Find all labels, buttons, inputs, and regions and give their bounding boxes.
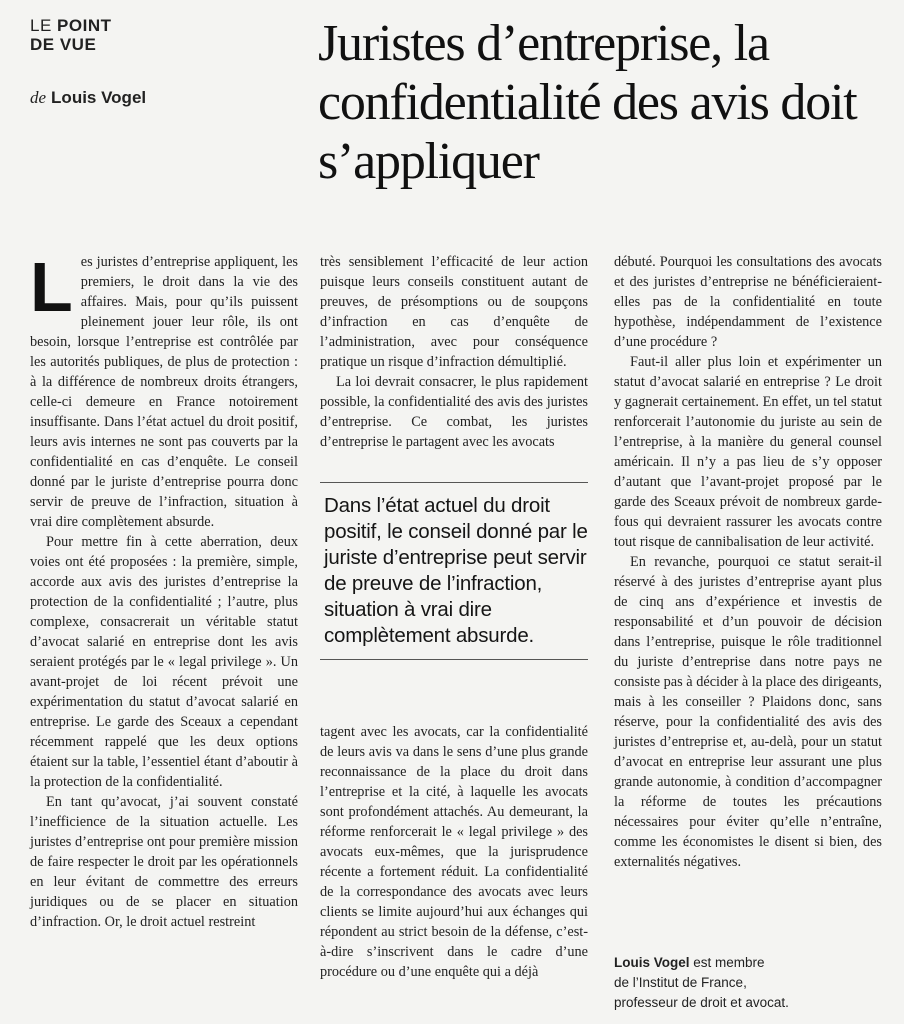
paragraph: En revanche, pourquoi ce statut serait-il réservé à des juristes d’entreprise ayant plus de cinq ans d’expérience et investis de responsabilité et d’un pouvoir de décision dans l’entreprise, puisque le rôle traditionnel du juriste d’entreprise dans notre pays ne consiste pas à décider à la place des dirigeants, mais à les conseiller ? Plaidons donc, sans réserve, pour la confidentialité des avis des juristes d’entreprise et, au-delà, pour un statut d’avocat en entreprise leur assurant une plus grande autonomie, à condition d’accompagner la réforme de toutes les précautions nécessaires pour éviter qu’elle n’entraîne, comme les économistes le disent si bien, des externalités négatives. <box>614 554 882 870</box>
article-column-3 <box>614 252 882 872</box>
bio-line1: est membre <box>689 955 765 970</box>
article-column-1 <box>30 248 298 932</box>
paragraph: Pour mettre fin à cette aberration, deux voies ont été proposées : la première, simple, accorde aux avis des juristes d’entreprise la protection de la confidentialité ; l’autre, plus complexe, consacrerait un véritable statut d’avocat salarié en entreprise dont les avis seraient protégés par le « legal privilege ». Un avant-projet de loi récent prévoit une expérimentation du statut d’avocat salarié en entreprise. Le garde des Sceaux a cependant récemment rappelé que les deux options étaient sur la table, l’essentiel étant d’aboutir à la protection de la confidentialité. <box>30 534 298 790</box>
paragraph-text: es juristes d’entreprise appliquent, les premiers, le droit dans la vie des affaires. Mais, pour qu’ils puissent pleinement jouer leur rôle, ils ont besoin, lorsque l’entreprise est contrôlée par les autorités publiques, de plus de protection : à la différence de nombreux droits étrangers, celle-ci demeure en France notoirement insuffisante. Dans l’état actuel du droit positif, leurs avis internes ne sont pas couverts par la confidentialité en cas d’enquête. Le conseil donné par le juriste d’entreprise pourra donc servir de preuve de l’infraction, situation à vrai dire complètement absurde. <box>30 254 298 530</box>
rubric-line2: DE VUE <box>30 35 97 54</box>
byline-prefix: de <box>30 88 47 107</box>
article-headline: Juristes d’entreprise, la confidentialité des avis doit s’appliquer <box>318 15 857 190</box>
pull-quote: Dans l’état actuel du droit positif, le conseil donné par le juriste d’entreprise peut servir de preuve de l’infraction, situation à vrai dire complètement absurde. <box>324 494 588 647</box>
rubric-light: LE <box>30 16 58 35</box>
article-column-2-bottom <box>320 722 588 982</box>
bio-line2: de l’Institut de France, <box>614 975 747 990</box>
drop-cap: L <box>30 248 73 326</box>
paragraph: débuté. Pourquoi les consultations des avocats et des juristes d’entreprise ne bénéficieraient-elles pas de la confidentialité en toute hypothèse, indépendamment de l’existence d’une procédure ? <box>614 254 882 350</box>
bio-line3: professeur de droit et avocat. <box>614 995 789 1010</box>
paragraph: La loi devrait consacrer, le plus rapidement possible, la confidentialité des avis des juristes d’entreprise. Ce combat, les juristes d’entreprise le partagent avec les avocats <box>320 374 588 450</box>
bio-name: Louis Vogel <box>614 955 690 970</box>
paragraph <box>30 248 298 532</box>
paragraph: Faut-il aller plus loin et expérimenter un statut d’avocat salarié en entreprise ? Le droit y gagnerait certainement. En effet, un tel statut renforcerait l’autonomie du juriste au sein de l’entreprise, à la manière du general counsel américain. Il n’y a pas lieu de s’y opposer d’autant que l’avant-projet proposé par le garde des Sceaux prévoit de nombreux garde-fous qui devraient rassurer les avocats contre tout risque de cannibalisation de leur activité. <box>614 354 882 550</box>
author-bio <box>614 953 884 1013</box>
section-rubric <box>30 16 111 54</box>
paragraph: En tant qu’avocat, j’ai souvent constaté l’inefficience de la situation actuelle. Les juristes d’entreprise ont pour première mission de faire respecter le droit par les opérationnels en leur évitant de commettre des erreurs juridiques ou de se placer en situation d’infraction. Or, le droit actuel restreint <box>30 794 298 930</box>
pull-quote-box <box>320 482 588 660</box>
paragraph: très sensiblement l’efficacité de leur action puisque leurs conseils constituent autant de preuves, de présomptions ou de soupçons d’infraction en cas d’enquête de l’administration, avec pour conséquence pratique un risque d’infraction démultiplié. <box>320 254 588 370</box>
paragraph: tagent avec les avocats, car la confidentialité de leurs avis va dans le sens d’une plus grande reconnaissance de la place du droit dans l’entreprise et la cité, à laquelle les avocats sont profondément attachés. Au demeurant, la réforme renforcerait le « legal privilege » des avocats eux-mêmes, que la jurisprudence récente a fortement réduit. La confidentialité de la correspondance des avocats avec leurs clients se limite aujourd’hui aux échanges qui répondent au strict besoin de la défense, c’est-à-dire s’inscrivent dans le cadre d’une procédure ou d’une enquête qui a déjà <box>320 724 588 980</box>
article-column-2-top <box>320 252 588 472</box>
pull-quote-rule-bottom <box>320 659 588 660</box>
byline-author: Louis Vogel <box>51 88 147 107</box>
rubric-bold: POINT <box>57 16 112 35</box>
author-byline <box>30 88 146 108</box>
